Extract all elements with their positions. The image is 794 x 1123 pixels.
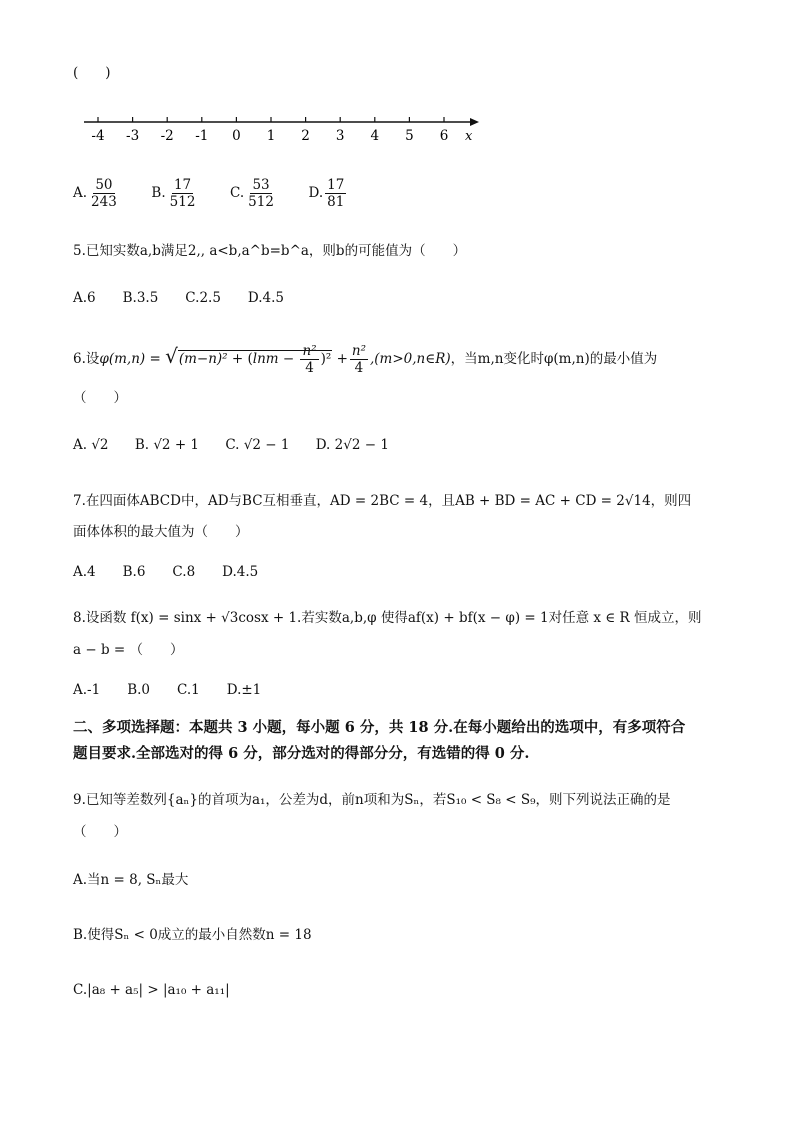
q6-radical: (m−n)² + (lnm − $\frac{\text{n²}}{4}$ )² [178, 343, 332, 376]
axis-tick-label: 4 [370, 128, 380, 144]
denominator: 243 [91, 194, 117, 210]
q7-stem-line2: 面体体积的最大值为（ ） [73, 524, 249, 540]
number-line [78, 108, 498, 158]
radicand-part: lnm − [252, 351, 299, 367]
numerator: 17 [173, 177, 192, 193]
radicand-part: (m−n)² + [178, 351, 248, 367]
q9-stem: 9.已知等差数列{aₙ}的首项为a₁，公差为d，前n项和为Sₙ，若S₁₀ < S₈ < S₉，则下列说法正确的是 [73, 792, 671, 808]
axis-tick-label: 6 [439, 128, 449, 144]
q6-condition: ,(m>0,n∈R) [369, 351, 451, 367]
option-letter: A. [73, 185, 88, 201]
q6-paren: （ ） [73, 390, 127, 406]
axis-variable: x [465, 129, 473, 144]
section2-heading-line2: 题目要求.全部选对的得 6 分，部分选对的得部分分，有选错的得 0 分. [73, 745, 530, 762]
numerator: 17 [327, 177, 345, 193]
numerator: 53 [252, 177, 270, 193]
q6-stem: 6.设φ(m,n) = √(m−n)² + (lnm − $\frac{\text{n²}}{4}$ )² + $\frac{\text{n²}}{4}$ ,(m>0,n∈R)，当m,n变化时φ(m,n)的最小值为 [73, 343, 658, 376]
numerator: n² [302, 343, 317, 359]
denominator: 4 [354, 360, 364, 376]
axis-tick-label: 1 [266, 128, 276, 144]
q4-option-d[interactable] [308, 177, 349, 210]
q8-options[interactable]: A.-1 B.0 C.1 D.±1 [73, 682, 262, 698]
q6-prefix: 6.设 [73, 351, 100, 367]
q6-option-d[interactable]: D. 2√2 − 1 [315, 437, 389, 453]
q6-option-a[interactable]: A. √2 [73, 437, 109, 453]
section2-heading-line1: 二、多项选择题：本题共 3 小题，每小题 6 分，共 18 分.在每小题给出的选项中，有多项符合 [73, 719, 686, 736]
axis-tick-label: 5 [405, 128, 414, 144]
q4-options [73, 177, 348, 210]
q9-paren: （ ） [73, 824, 127, 840]
q6-function: φ(m,n) = [99, 351, 166, 367]
q8-stem-line1: 8.设函数 f(x) = sinx + √3cosx + 1.若实数a,b,φ 使得af(x) + bf(x − φ) = 1对任意 x ∈ R 恒成立，则 [73, 610, 702, 626]
numerator: n² [351, 343, 366, 359]
q9-option-b[interactable]: B.使得Sₙ < 0成立的最小自然数n = 18 [73, 927, 312, 943]
plus-sign: + [336, 351, 348, 367]
axis-tick-label: -2 [160, 128, 174, 144]
q9-option-a[interactable]: A.当n = 8, Sₙ最大 [73, 872, 189, 888]
q6-suffix: ，当m,n变化时φ(m,n)的最小值为 [450, 351, 658, 367]
axis-tick-label: -3 [126, 128, 140, 144]
axis-tick-label: 2 [301, 128, 310, 144]
q9-option-c[interactable]: C.|a₈ + a₅| > |a₁₀ + a₁₁| [73, 982, 230, 998]
q5-stem: 5.已知实数a,b满足2,, a<b,a^b=b^a，则b的可能值为（ ） [73, 243, 467, 259]
q4-option-b[interactable] [151, 177, 203, 210]
option-letter: D. [308, 185, 324, 201]
q7-stem-line1: 7.在四面体ABCD中，AD与BC互相垂直，AD = 2BC = 4，且AB + BD = AC + CD = 2√14，则四 [73, 493, 692, 509]
option-letter: C. [230, 185, 245, 201]
axis-tick-label: -1 [195, 128, 209, 144]
q7-options[interactable]: A.4 B.6 C.8 D.4.5 [73, 564, 259, 580]
q6-option-c[interactable]: C. √2 − 1 [225, 437, 290, 453]
denominator: 4 [305, 360, 314, 376]
q8-stem-line2: a − b = （ ） [73, 642, 184, 658]
axis-tick-label: 0 [232, 128, 241, 144]
q6-options [73, 436, 389, 454]
q4-option-c[interactable] [230, 177, 282, 210]
q4-paren: ( ) [73, 65, 111, 81]
denominator: 512 [248, 194, 274, 210]
option-letter: B. [151, 185, 166, 201]
denominator: 81 [327, 194, 345, 210]
axis-tick-label: 3 [335, 128, 345, 144]
q6-option-b[interactable]: B. √2 + 1 [134, 437, 200, 453]
denominator: 512 [169, 194, 196, 210]
axis-tick-label: -4 [91, 128, 105, 144]
numerator: 50 [95, 177, 113, 193]
q4-option-a[interactable] [73, 177, 125, 210]
q5-options[interactable]: A.6 B.3.5 C.2.5 D.4.5 [73, 290, 285, 306]
